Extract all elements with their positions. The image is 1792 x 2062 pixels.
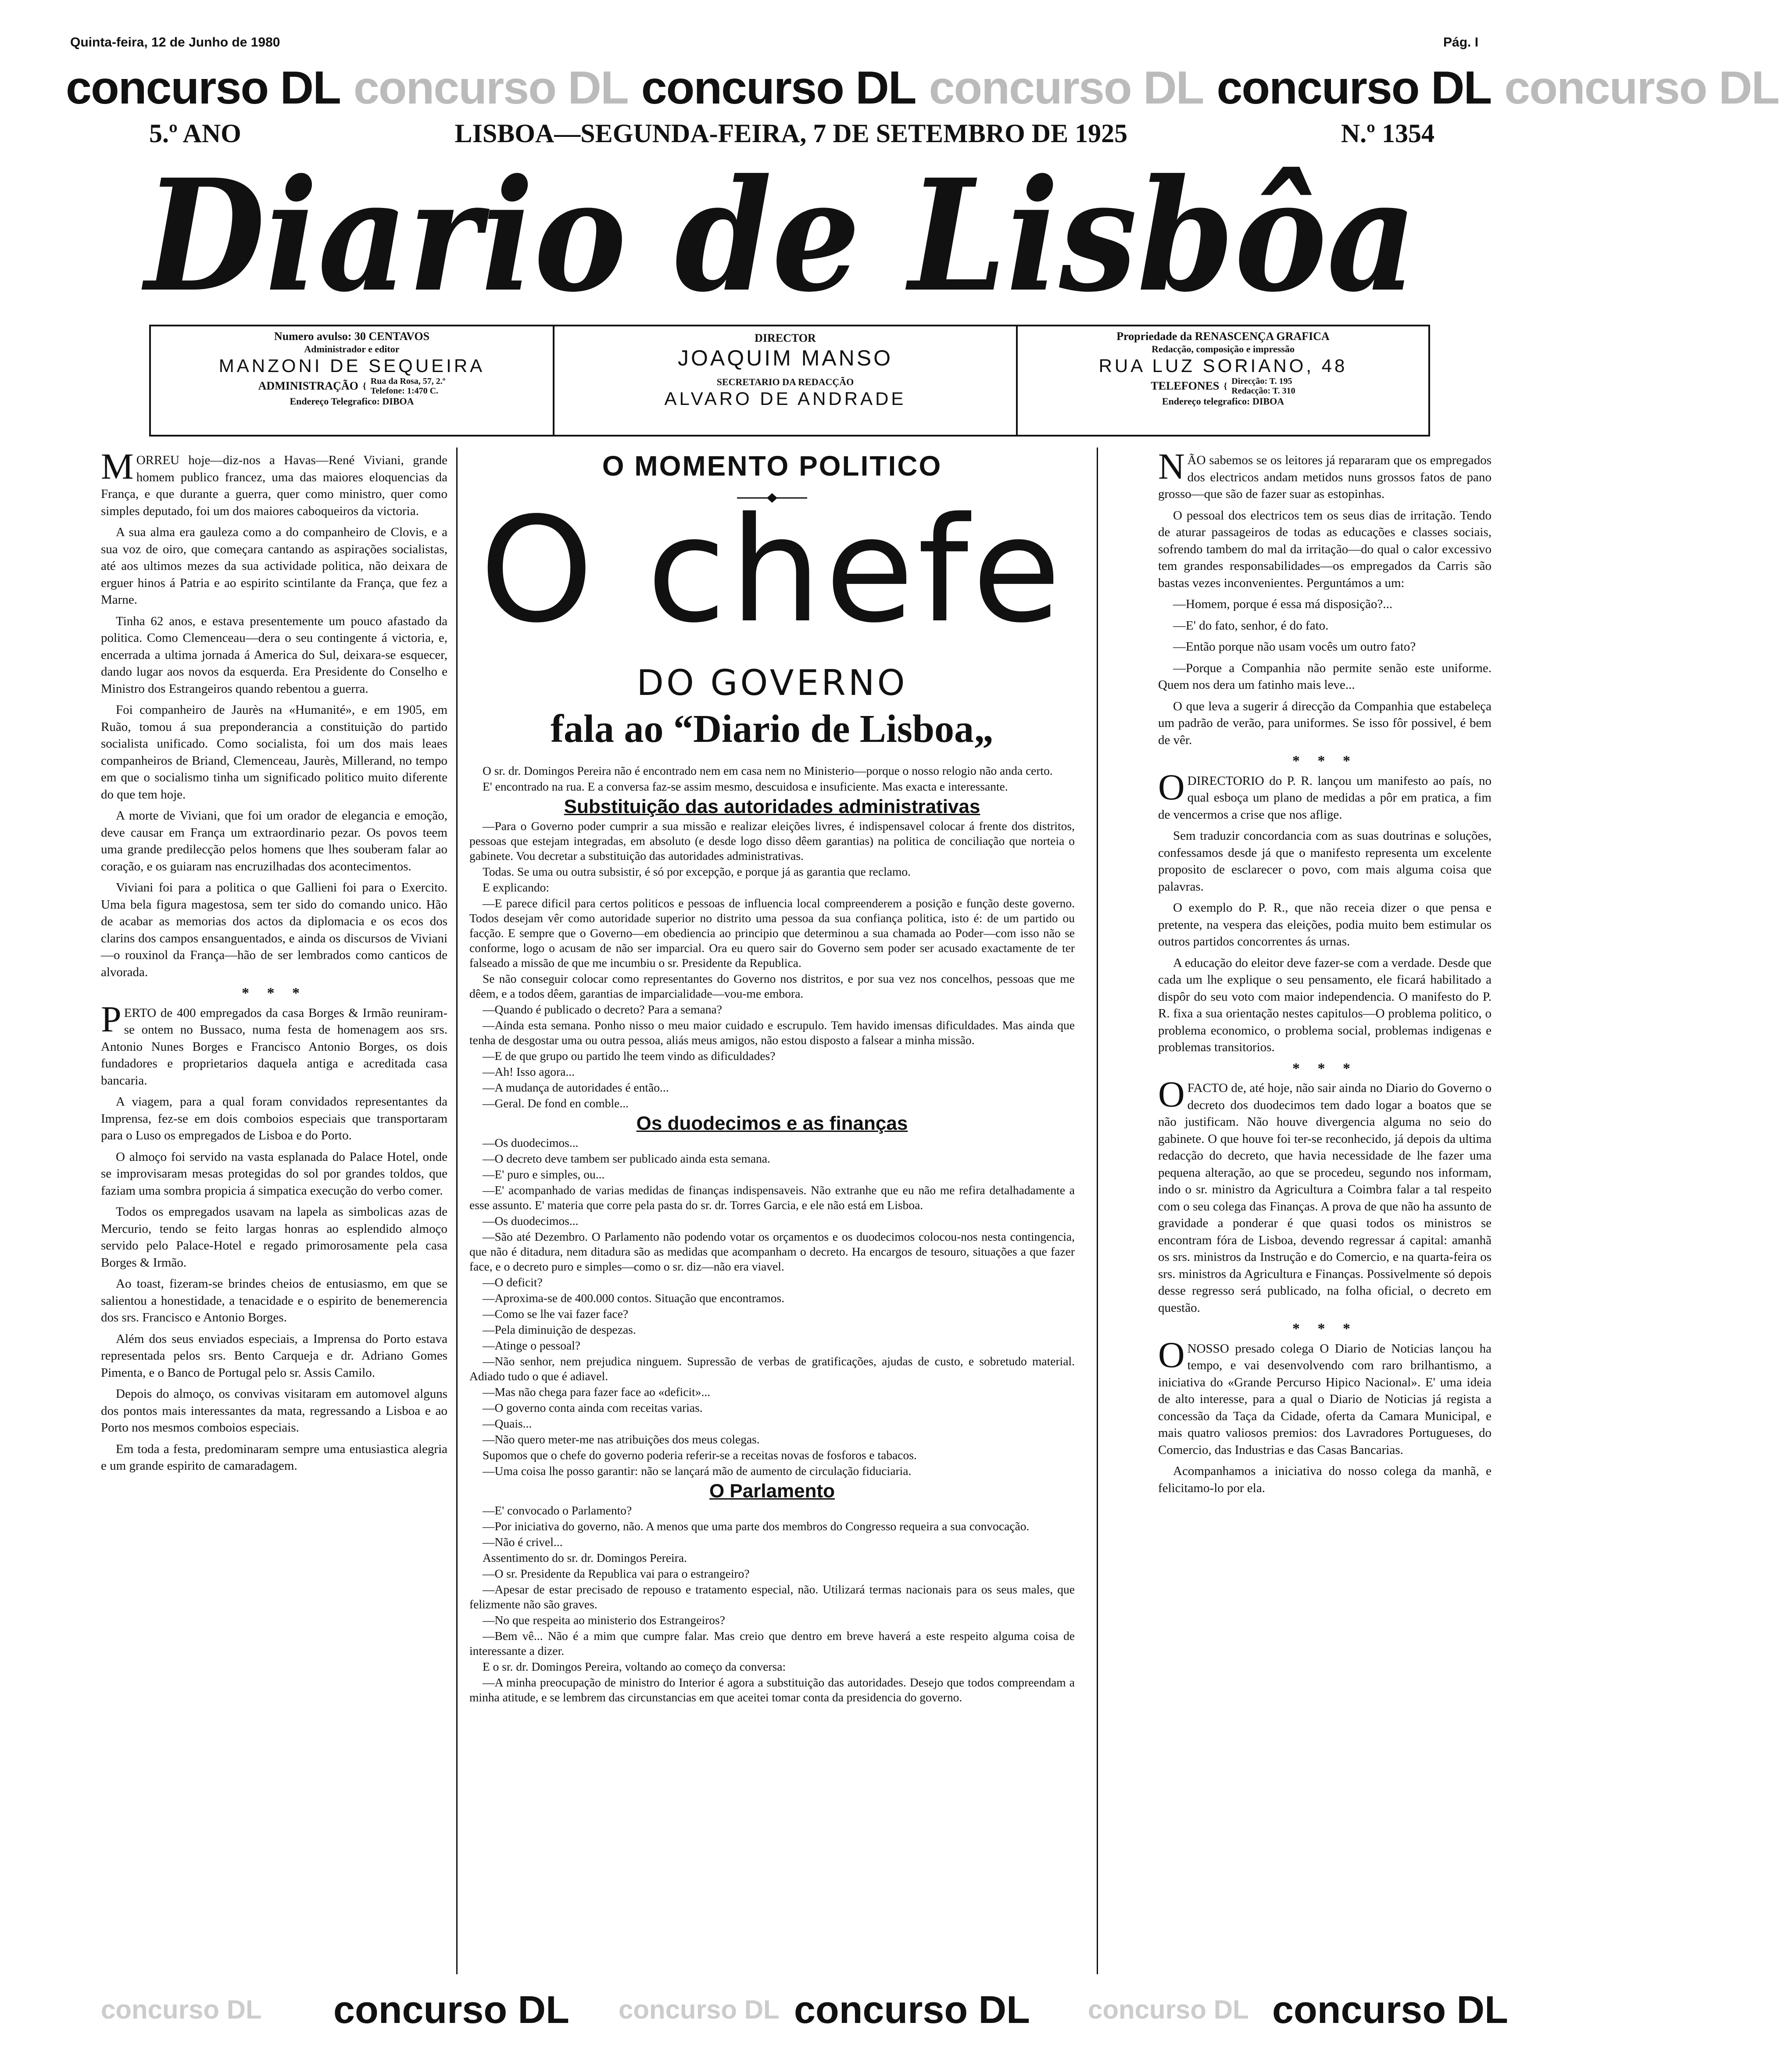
- paragraph: A viagem, para a qual foram convidados representantes da Imprensa, fez-se em dois comboios especiais que transportaram para o Luso os empregados de Lisboa e do Porto.: [101, 1095, 447, 1142]
- paragraph: —Como se lhe vai fazer face?: [483, 1307, 629, 1321]
- paragraph: Em toda a festa, predominaram sempre uma entusiastica alegria e um grande espirito de camaradagem.: [101, 1442, 447, 1473]
- paragraph: —E' convocado o Parlamento?: [483, 1504, 632, 1517]
- admin-name: MANZONI DE SEQUEIRA: [218, 355, 485, 376]
- dateline: [149, 118, 1434, 149]
- banner-text: concurso DL: [929, 62, 1204, 114]
- director-name: JOAQUIM MANSO: [677, 345, 893, 370]
- paragraph: —Apesar de estar precisado de repouso e tratamento especial, não. Utilizará termas nacionais para os seus males, que felizmente não são graves.: [469, 1582, 1075, 1611]
- paragraph: —Ah! Isso agora...: [483, 1065, 575, 1078]
- paragraph: —Aproxima-se de 400.000 contos. Situação que encontramos.: [483, 1291, 785, 1305]
- footer-banner: [101, 1987, 1508, 2036]
- paragraph: —Geral. De fond en comble...: [483, 1096, 629, 1110]
- phone-direction: Direcção: T. 195: [1231, 376, 1292, 387]
- admin-address: Rua da Rosa, 57, 2.º: [370, 376, 446, 387]
- banner-text: concurso DL: [333, 1988, 569, 2031]
- tagline: fala ao “Diario de Lisboa„: [550, 707, 994, 751]
- paragraph: —O deficit?: [483, 1275, 543, 1289]
- subheading: O Parlamento: [709, 1480, 835, 1502]
- paragraph: Acompanhamos a iniciativa do nosso colega da manhã, e felicitamo-lo por ela.: [1158, 1464, 1492, 1495]
- admin-role: Administrador e editor: [304, 343, 400, 354]
- paragraph: O sr. dr. Domingos Pereira não é encontrado nem em casa nem no Ministerio—porque o nosso relogio não anda certo.: [483, 764, 1053, 777]
- paragraph: —Os duodecimos...: [483, 1136, 579, 1149]
- banner-text: concurso DL: [101, 1995, 262, 2024]
- drop-cap: N: [1158, 446, 1185, 487]
- paragraph: —Não é crivel...: [483, 1535, 563, 1549]
- admin-box: Numero avulso: 30 CENTAVOS Administrador e editor MANZONI DE SEQUEIRA ADMINISTRAÇÃO { Rua da Rosa, 57, 2.º Telefone: 1:470 C. Endereço Telegrafico: DIBOA: [149, 325, 553, 437]
- paragraph: —Ainda esta semana. Ponho nisso o meu maior cuidado e escrupulo. Tem havido imensas dificuldades. Mas ainda que tenha de desgostar uma ou outra pessoa, aliás meus amigos, não estou disposto a falsear a minha missão.: [469, 1018, 1075, 1047]
- owner-telegraph: Endereço telegrafico: DIBOA: [1162, 396, 1284, 407]
- paragraph: —E parece dificil para certos politicos e pessoas de influencia local compreenderem a posição e função deste governo. Todos desejam vêr como autoridade superior no distrito uma pessoa da sua confiança politica, isto é: de um partido ou facção. E sempre que o Governo—em obediencia ao principio que determinou a sua chamada ao Poder—com isso não se conforme, logo o acusam de não ser imparcial. Ora eu quero sair do Governo sem poder ser acusado exactamente de ter falseado a missão de que me incumbiu o sr. Presidente da Republica.: [469, 896, 1075, 970]
- paragraph: —Não senhor, nem prejudica ninguem. Supressão de verbas de gratificações, ajudas de custo, e sobretudo material. Adiado tudo o que é adiavel.: [469, 1354, 1075, 1383]
- left-column: [101, 446, 447, 1479]
- banner-text: concurso DL: [619, 1995, 780, 2024]
- paragraph: Além dos seus enviados especiais, a Imprensa do Porto estava representada pelos srs. Bento Carqueja e dr. Adriano Gomes Pimenta, e o Banco de Portugal pelo sr. Assis Camilo.: [101, 1332, 447, 1380]
- separator: * * *: [1292, 1060, 1357, 1077]
- paragraph: A educação do eleitor deve fazer-se com a verdade. Desde que cada um lhe explique o seu pensamento, ele ficará habilitado a dispôr do seu voto com maior independencia. O manifesto do P. R. fixa a sua orientação nestes capitulos—O problema politico, o problema economico, o problema social, problemas indigenas e problemas transitorios.: [1158, 956, 1492, 1054]
- banner-text: concurso DL: [1088, 1995, 1249, 2024]
- paragraph: —Por iniciativa do governo, não. A menos que uma parte dos membros do Congresso requeira a sua convocação.: [483, 1519, 1030, 1533]
- paragraph: —Mas não chega para fazer face ao «deficit»...: [483, 1385, 711, 1399]
- masthead-title: Diario de Lisbôa: [140, 145, 1417, 326]
- paragraph: —No que respeita ao ministerio dos Estrangeiros?: [483, 1613, 725, 1627]
- paragraph: —E' do fato, senhor, é do fato.: [1173, 618, 1329, 633]
- subheadline: DO GOVERNO: [637, 662, 908, 703]
- admin-telegraph: Endereço Telegrafico: DIBOA: [290, 396, 414, 407]
- separator: * * *: [242, 985, 307, 1001]
- separator: * * *: [1292, 753, 1357, 769]
- contest-banner: [66, 61, 1779, 123]
- paragraph: —Bem vê... Não é a mim que cumpre falar. Mas creio que dentro em breve haverá a este respeito alguma coisa de interessante a dizer.: [469, 1629, 1075, 1657]
- paragraph: E o sr. dr. Domingos Pereira, voltando ao começo da conversa:: [483, 1660, 786, 1673]
- drop-cap: O: [1158, 766, 1185, 808]
- paragraph: Assentimento do sr. dr. Domingos Pereira.: [483, 1551, 687, 1564]
- section-title: O MOMENTO POLITICO: [602, 450, 942, 482]
- year-label: 5.º ANO: [149, 119, 241, 148]
- article-duodecimos: OFACTO de, até hoje, não sair ainda no Diario do Governo o decreto dos duodecimos tem dado logar a boatos que se não justificam. Não houve divergencia alguma no seio do gabinete. O que houve foi ter-se reconhecido, já depois da ultima redacção do decreto, que havia necessidade de lhe fazer uma pequena alteração, ao que se procedeu, segundo nos informam, indo o sr. ministro da Agricultura a Coimbra falar a tal respeito com o seu colega das Finanças. A prova de que não ha assunto de gravidade a ponderar é que quasi todos os ministros se encontram fóra de Lisboa, devendo regressar á capital: amanhã os srs. ministros da Instrução e do Comercio, e na quarta-feira os srs. ministros da Agricultura e Finanças. Possivelmente só depois desse regresso será publicado, na folha oficial, o decreto em questão.: [1158, 1074, 1492, 1315]
- paragraph: —Quais...: [483, 1417, 532, 1430]
- paragraph: —A minha preocupação de ministro do Interior é agora a substituição das autoridades. Desejo que todos compreendam a minha atitude, e se lembrem das circunstancias em que aceitei tomar conta da presidencia do governo.: [469, 1675, 1075, 1704]
- admin-label: ADMINISTRAÇÃO: [258, 379, 358, 392]
- paragraph: —O sr. Presidente da Republica vai para o estrangeiro?: [483, 1567, 750, 1580]
- paragraph: —Pela diminuição de despezas.: [483, 1323, 636, 1336]
- paragraph: O exemplo do P. R., que não receia dizer o que pensa e pretente, na vespera das eleições, podia muito bem estimular os outros partidos concorrentes ás urnas.: [1158, 901, 1492, 949]
- paragraph: Todas. Se uma ou outra subsistir, é só por excepção, e porque já as garantia que reclamo.: [483, 865, 911, 878]
- article-electricos: NÃO sabemos se os leitores já repararam que os empregados dos electricos andam metidos nuns grossos fatos de pano grosso—que são de fazer suar as estopinhas.: [1158, 446, 1492, 501]
- secretary-name: ALVARO DE ANDRADE: [664, 388, 906, 409]
- paragraph: —Quando é publicado o decreto? Para a semana?: [483, 1002, 722, 1016]
- paragraph: A sua alma era gauleza como a do companheiro de Clovis, e a sua voz de oiro, que começara cantando as aspirações socialistas, até aos ultimos mezes da sua actividade politica, não deixara de erguer hinos á Patria e ao espirito scintilante da França, que fez a Marne.: [101, 525, 447, 607]
- director-box: [553, 325, 1018, 437]
- price: Numero avulso: 30 CENTAVOS: [274, 330, 430, 343]
- right-column: [1158, 446, 1492, 1501]
- issue-number: N.º 1354: [1341, 119, 1434, 148]
- paragraph: —Atinge o pessoal?: [483, 1339, 581, 1352]
- owner: Propriedade da RENASCENÇA GRAFICA: [1116, 330, 1330, 343]
- paragraph: —Para o Governo poder cumprir a sua missão e realizar eleições livres, é indispensavel colocar á frente dos distritos, pessoas que estejam integradas, em absoluto (e desde logo disso dêem garantias) na politica de conciliação que norteia o gabinete. Vou decretar a substituição das autoridades administrativas.: [469, 819, 1075, 863]
- headline: O chefe: [479, 486, 1065, 655]
- paragraph: —Uma coisa lhe posso garantir: não se lançará mão de aumento de circulação fiduciaria.: [483, 1464, 912, 1478]
- banner-text: concurso DL: [1504, 62, 1779, 114]
- banner-text: concurso DL: [353, 62, 628, 114]
- banner-text: concurso DL: [66, 62, 340, 114]
- article-viviani: MORREU hoje—diz-nos a Havas—René Viviani, grande homem publico francez, uma das maiores eloquencias da França, e que durante a guerra, quer como ministro, quer como simples deputado, foi um dos maiores caboqueiros da victoria.: [101, 446, 447, 518]
- director-label: DIRECTOR: [755, 332, 816, 344]
- separator: * * *: [1292, 1321, 1357, 1337]
- subheading: Os duodecimos e as finanças: [636, 1113, 908, 1134]
- owner-box: Propriedade da RENASCENÇA GRAFICA Redacção, composição e impressão RUA LUZ SORIANO, 48 TELEFONES { Direcção: T. 195 Redacção: T. 310 Endereço telegrafico: DIBOA: [1018, 325, 1430, 437]
- owner-address: RUA LUZ SORIANO, 48: [1098, 355, 1348, 376]
- paragraph: —Então porque não usam vocês um outro fato?: [1173, 640, 1416, 654]
- paragraph: —E' acompanhado de varias medidas de finanças indispensaveis. Não extranhe que eu não me refira detalhadamente a esse assunto. E' materia que corre pela pasta do sr. dr. Torres Garcia, e ele não está em Lisboa.: [469, 1183, 1075, 1212]
- paragraph: —E de que grupo ou partido lhe teem vindo as dificuldades?: [483, 1049, 776, 1063]
- banner-text: concurso DL: [641, 62, 916, 114]
- admin-phone: Telefone: 1:470 C.: [370, 386, 439, 396]
- paragraph: O que leva a sugerir á direcção da Companhia que estabeleça um padrão de verão, para uniformes. Se isso fôr possivel, é bem de vêr.: [1158, 699, 1492, 747]
- paragraph: —Porque a Companhia não permite senão este uniforme. Quem nos dera um fatinho mais leve...: [1158, 661, 1492, 692]
- paragraph: Todos os empregados usavam na lapela as simbolicas azas de Mercurio, tendo se feito largas honras ao esplendido almoço servido pelo Palace-Hotel e regado primorosamente pela casa Borges & Irmão.: [101, 1205, 447, 1270]
- banner-text: concurso DL: [794, 1988, 1030, 2031]
- drop-cap: O: [1158, 1334, 1185, 1375]
- article-hipico: ONOSSO presado colega O Diario de Noticias lançou ha tempo, e vai desenvolvendo com raro brilhantismo, a iniciativa do «Grande Percurso Hipico Nacional». E' uma ideia de alto interesse, para a qual o Diario de Noticias já regista a concessão da Taça da Cidade, oferta da Camara Municipal, e mais quatro valiosos premios: dos Lavradores Portugueses, do Comercio, das Industrias e das Casas Bancarias.: [1158, 1334, 1492, 1457]
- paragraph: Foi companheiro de Jaurès na «Humanité», e em 1905, em Ruão, tomou á sua preponderancia a constituição do partido socialista unificado. Como socialista, foi um dos mais leaes companheiros de Briand, Clemenceau, Jaurès, Millerand, no tempo em que o socialismo tinha um significado politico muito diferente do que tem hoje.: [101, 703, 447, 802]
- article-directorio: ODIRECTORIO do P. R. lançou um manifesto ao país, no qual esboça um plano de medidas a pôr em pratica, a fim de vencermos a crise que nos aflige.: [1158, 766, 1492, 822]
- paragraph: E explicando:: [483, 881, 549, 894]
- paragraph: —O governo conta ainda com receitas varias.: [483, 1401, 703, 1414]
- paragraph: —E' puro e simples, ou...: [483, 1167, 605, 1181]
- paragraph: Ao toast, fizeram-se brindes cheios de entusiasmo, em que se salientou a honestidade, a tenacidade e o espirito de benemerencia dos srs. Francisco e Antonio Borges.: [101, 1277, 447, 1325]
- drop-cap: M: [101, 446, 134, 487]
- banner-text: concurso DL: [1216, 62, 1492, 114]
- paragraph: Se não conseguir colocar como representantes do Governo nos distritos, e por sua vez nos concelhos, pessoas que me dêem, e a todos dêem, garantias de imparcialidade—vou-me embora.: [469, 972, 1075, 1000]
- banner-text: concurso DL: [1272, 1988, 1508, 2031]
- services: Redacção, composição e impressão: [1152, 343, 1295, 354]
- paragraph: Sem traduzir concordancia com as suas doutrinas e soluções, confessamos desde já que o manifesto representa um excelente proposito de esclarecer o povo, com mais alguma coisa que palavras.: [1158, 829, 1492, 894]
- paragraph: O almoço foi servido na vasta esplanada do Palace Hotel, onde se improvisaram mesas protegidas do sol por grandes toldos, que faziam uma sombra propicia á simpatica execução do verbo comer.: [101, 1149, 447, 1198]
- paragraph: Tinha 62 anos, e estava presentemente um pouco afastado da politica. Como Clemenceau—dera o seu contingente á victoria, e, encerrada a ultima jornada á America do Sul, deixara-se esquecer, dando lugar aos novos da esquerda. Era Presidente do Conselho e Ministro dos Estrangeiros quando rebentou a guerra.: [101, 614, 447, 696]
- paragraph: Viviani foi para a politica o que Gallieni foi para o Exercito. Uma bela figura magestosa, sem ter sido do comando unico. Hão de acabar as memorias dos actos da diplomacia e os ecos dos clarins dos campos ensanguentados, e ainda os discursos de Viviani—o rouxinol da França—hão de ser lembrados como canticos de alvorada.: [101, 881, 447, 979]
- issue-date: LISBOA—SEGUNDA-FEIRA, 7 DE SETEMBRO DE 1925: [454, 119, 1128, 148]
- phone-newsroom: Redacção: T. 310: [1231, 386, 1295, 396]
- paragraph: Depois do almoço, os convivas visitaram em automovel alguns dos pontos mais interessantes da mata, regressando a Lisboa e ao Porto nos mesmos comboios especiais.: [101, 1387, 447, 1435]
- article-borges: PERTO de 400 empregados da casa Borges & Irmão reuniram-se ontem no Bussaco, numa festa de homenagem aos srs. Antonio Nunes Borges e Francisco Antonio Borges, os dois fundadores e proprietarios daquela antiga e acreditada casa bancaria.: [101, 999, 447, 1088]
- paragraph: Supomos que o chefe do governo poderia referir-se a receitas novas de fosforos e tabacos.: [483, 1448, 917, 1462]
- page-number: Pág. I: [1443, 35, 1479, 50]
- masthead-logo: [132, 145, 1430, 326]
- phone-label: TELEFONES: [1151, 379, 1220, 392]
- paragraph: O pessoal dos electricos tem os seus dias de irritação. Tendo de aturar passageiros de todas as educações e classes sociais, sofrendo tambem do mal da irritação—do qual o calor excessivo tem grandes responsabilidades—os empregados da Carris são bastas vezes inconvenientes. Perguntámos a um:: [1158, 508, 1492, 590]
- drop-cap: O: [1158, 1074, 1185, 1115]
- paragraph: —São até Dezembro. O Parlamento não podendo votar os orçamentos e os duodecimos colocou-nos nesta contingencia, que não é ditadura, nem ditadura são as medidas que acompanham o decreto. Ha encargos de tesouro, situações a que fazer face, e o decreto puro e simples—como o sr. diz—não era viavel.: [469, 1230, 1075, 1273]
- paragraph: —O decreto deve tambem ser publicado ainda esta semana.: [483, 1152, 770, 1165]
- reprint-date: Quinta-feira, 12 de Junho de 1980: [70, 35, 280, 50]
- paragraph: —Homem, porque é essa má disposição?...: [1173, 597, 1393, 611]
- subheading: Substituição das autoridades administrativas: [564, 796, 980, 817]
- paragraph: —Os duodecimos...: [483, 1214, 579, 1228]
- paragraph: A morte de Viviani, que foi um orador de elegancia e emoção, deve causar em França um extraordinario pezar. Os povos teem uma grande predilecção pelos homens que lhes souberam falar ao coração, e os guiaram nas encruzilhadas dos acontecimentos.: [101, 809, 447, 873]
- column-rule: [1097, 447, 1098, 1974]
- paragraph: —Não quero meter-me nas atribuições dos meus colegas.: [483, 1432, 760, 1446]
- secretary-label: SECRETARIO DA REDACÇÃO: [716, 376, 854, 387]
- center-column: [469, 763, 1075, 1706]
- paragraph: E' encontrado na rua. E a conversa faz-se assim mesmo, descuidosa e insuficiente. Mas exacta e interessante.: [483, 780, 1008, 793]
- column-rule: [456, 447, 458, 1974]
- paragraph: —A mudança de autoridades é então...: [483, 1081, 669, 1094]
- drop-cap: P: [101, 999, 122, 1040]
